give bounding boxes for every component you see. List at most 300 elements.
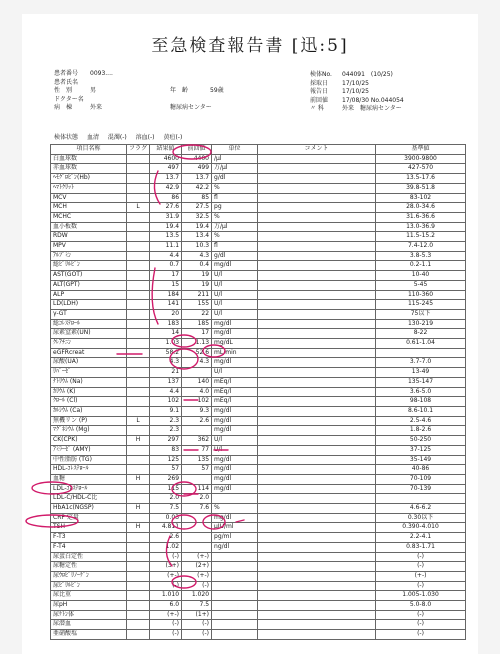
table-row	[51, 416, 466, 426]
comment	[258, 309, 376, 319]
table-row	[51, 455, 466, 465]
result-value: 0.7	[150, 261, 182, 271]
flag: L	[127, 416, 150, 426]
result-value: 4.811	[150, 523, 182, 533]
result-value: 137	[150, 377, 182, 387]
flag	[127, 494, 150, 504]
col-item: 項目名称	[51, 145, 127, 155]
table-row	[51, 261, 466, 271]
previous-value: 22	[182, 309, 212, 319]
unit: mg/dl	[212, 474, 258, 484]
previous-value: 9.3	[182, 406, 212, 416]
flag	[127, 368, 150, 378]
item-name: MPV	[51, 242, 127, 252]
comment	[258, 222, 376, 232]
specimen-status-label: 検体状態	[54, 134, 79, 141]
flag	[127, 542, 150, 552]
flag	[127, 319, 150, 329]
unit: mEq/l	[212, 397, 258, 407]
previous-value: 4400	[182, 154, 212, 164]
item-name: eGFRcreat	[51, 348, 127, 358]
result-value: 86	[150, 193, 182, 203]
flag	[127, 533, 150, 543]
previous-value: (-)	[182, 581, 212, 591]
previous-value: 211	[182, 290, 212, 300]
flag	[127, 193, 150, 203]
previous-value	[182, 533, 212, 543]
unit: U/l	[212, 309, 258, 319]
flag: H	[127, 523, 150, 533]
result-value: 269	[150, 474, 182, 484]
previous-value: 57	[182, 465, 212, 475]
previous-value	[182, 474, 212, 484]
comment	[258, 523, 376, 533]
comment	[258, 581, 376, 591]
specimen-info	[310, 71, 404, 114]
info-row	[310, 105, 404, 114]
table-row	[51, 484, 466, 494]
previous-value: 32.5	[182, 212, 212, 222]
table-row	[51, 222, 466, 232]
comment	[258, 406, 376, 416]
result-value: (+-)	[150, 571, 182, 581]
table-row	[51, 183, 466, 193]
table-row	[51, 436, 466, 446]
previous-value: 114	[182, 484, 212, 494]
previous-value: 140	[182, 377, 212, 387]
unit	[212, 610, 258, 620]
result-value: 4.4	[150, 251, 182, 261]
reference-range: 427-570	[376, 164, 466, 174]
unit: mg/dl	[212, 319, 258, 329]
item-name: 赤血球数	[51, 164, 127, 174]
report-date: 17/10/25	[342, 88, 369, 95]
patient-info	[54, 70, 224, 113]
item-name: 尿pH	[51, 601, 127, 611]
reference-range: 10-40	[376, 271, 466, 281]
previous-value: 52.6	[182, 348, 212, 358]
comment	[258, 465, 376, 475]
flag	[127, 426, 150, 436]
item-name: 尿糖定性	[51, 562, 127, 572]
unit: pg/ml	[212, 533, 258, 543]
result-value: 57	[150, 465, 182, 475]
reference-range: 130-219	[376, 319, 466, 329]
sex: 男	[90, 87, 97, 94]
flag	[127, 271, 150, 281]
comment	[258, 591, 376, 601]
table-row	[51, 504, 466, 514]
result-value: 58.2	[150, 348, 182, 358]
col-comment: コメント	[258, 145, 376, 155]
patient-id: 0093....	[90, 70, 113, 77]
item-name: ｱﾙﾌﾞﾐﾝ	[51, 251, 127, 261]
previous-value: 4.3	[182, 251, 212, 261]
reference-range: (+-)	[376, 571, 466, 581]
flag	[127, 465, 150, 475]
flag	[127, 358, 150, 368]
table-row	[51, 523, 466, 533]
table-row	[51, 174, 466, 184]
item-name: HbA1c(NGSP)	[51, 504, 127, 514]
previous-value: (2+)	[182, 562, 212, 572]
comment	[258, 387, 376, 397]
previous-value	[182, 513, 212, 523]
table-row	[51, 212, 466, 222]
comment	[258, 271, 376, 281]
table-row	[51, 290, 466, 300]
reference-range	[376, 494, 466, 504]
table-row	[51, 397, 466, 407]
unit: %	[212, 183, 258, 193]
unit: mg/dl	[212, 455, 258, 465]
result-value: 1.03	[150, 339, 182, 349]
previous-value: 19.4	[182, 222, 212, 232]
col-reference: 基準値	[376, 145, 466, 155]
reference-range: 2.2-4.1	[376, 533, 466, 543]
item-name: γ-GT	[51, 309, 127, 319]
item-name: AST(GOT)	[51, 271, 127, 281]
flag	[127, 455, 150, 465]
comment	[258, 377, 376, 387]
report-page	[22, 14, 478, 654]
result-value: 183	[150, 319, 182, 329]
comment	[258, 368, 376, 378]
comment	[258, 455, 376, 465]
unit	[212, 494, 258, 504]
flag	[127, 242, 150, 252]
table-row	[51, 348, 466, 358]
table-row	[51, 465, 466, 475]
table-row	[51, 445, 466, 455]
table-row	[51, 329, 466, 339]
reference-range: 39.8-51.8	[376, 183, 466, 193]
table-row	[51, 630, 466, 640]
reference-range: 1.8-2.6	[376, 426, 466, 436]
flag	[127, 397, 150, 407]
comment	[258, 280, 376, 290]
result-value: 184	[150, 290, 182, 300]
unit: U/l	[212, 290, 258, 300]
reference-range: 110-360	[376, 290, 466, 300]
patient-id-row	[54, 70, 224, 79]
result-value: 21	[150, 368, 182, 378]
table-row	[51, 358, 466, 368]
reference-range: 3.7-7.0	[376, 358, 466, 368]
comment	[258, 552, 376, 562]
previous-value: 499	[182, 164, 212, 174]
table-row	[51, 591, 466, 601]
reference-range: 37-125	[376, 445, 466, 455]
reference-range: (-)	[376, 581, 466, 591]
comment	[258, 571, 376, 581]
unit: U/l	[212, 300, 258, 310]
item-name: 白血球数	[51, 154, 127, 164]
result-value: 13.7	[150, 174, 182, 184]
label: ドクター名	[54, 95, 84, 103]
unit: mL/min	[212, 348, 258, 358]
result-value: 1.02	[150, 542, 182, 552]
item-name: F-T4	[51, 542, 127, 552]
unit	[212, 581, 258, 591]
item-name: RDW	[51, 232, 127, 242]
flag	[127, 174, 150, 184]
unit	[212, 601, 258, 611]
flag	[127, 339, 150, 349]
info-row	[310, 71, 404, 80]
unit: mg/dl	[212, 261, 258, 271]
result-value: 115	[150, 484, 182, 494]
reference-range: 0.2-1.1	[376, 261, 466, 271]
comment	[258, 601, 376, 611]
previous-value: 7.6	[182, 504, 212, 514]
reference-range: 0.30以下	[376, 513, 466, 523]
reference-range: 5.0-8.0	[376, 601, 466, 611]
result-value: 1.010	[150, 591, 182, 601]
table-row	[51, 387, 466, 397]
result-value: 13.5	[150, 232, 182, 242]
item-name: 尿蛋白定性	[51, 552, 127, 562]
flag: L	[127, 203, 150, 213]
info-row	[310, 97, 404, 106]
unit	[212, 571, 258, 581]
reference-range: (-)	[376, 610, 466, 620]
item-name: ﾍﾏﾄｸﾘｯﾄ	[51, 183, 127, 193]
flag	[127, 290, 150, 300]
unit: mg/dl	[212, 329, 258, 339]
comment	[258, 562, 376, 572]
flag	[127, 445, 150, 455]
comment	[258, 164, 376, 174]
table-row	[51, 581, 466, 591]
flag	[127, 348, 150, 358]
table-row	[51, 339, 466, 349]
previous-value	[182, 426, 212, 436]
flag	[127, 309, 150, 319]
comment	[258, 397, 376, 407]
result-value: 15	[150, 280, 182, 290]
flag	[127, 406, 150, 416]
patient-name-row	[54, 79, 224, 88]
comment	[258, 242, 376, 252]
reference-range: 0.61-1.04	[376, 339, 466, 349]
flag	[127, 571, 150, 581]
ward: 外来	[90, 104, 103, 111]
previous-value: 1.13	[182, 339, 212, 349]
result-value: (-)	[150, 581, 182, 591]
flag: H	[127, 436, 150, 446]
item-name: 尿潜血	[51, 620, 127, 630]
previous-value: 102	[182, 397, 212, 407]
flag	[127, 630, 150, 640]
reference-range: (-)	[376, 620, 466, 630]
result-value: (-)	[150, 620, 182, 630]
comment	[258, 300, 376, 310]
col-previous: 前回値	[182, 145, 212, 155]
result-value: 14	[150, 329, 182, 339]
specimen-status	[54, 132, 189, 141]
comment	[258, 436, 376, 446]
table-row	[51, 309, 466, 319]
previous-value: 7.5	[182, 601, 212, 611]
item-name: LD(LDH)	[51, 300, 127, 310]
reference-range: (-)	[376, 562, 466, 572]
comment	[258, 533, 376, 543]
result-value: 11.1	[150, 242, 182, 252]
comment	[258, 290, 376, 300]
table-row	[51, 368, 466, 378]
table-row	[51, 280, 466, 290]
reference-range: 50-250	[376, 436, 466, 446]
unit: fl	[212, 242, 258, 252]
reference-range: (-)	[376, 630, 466, 640]
flag	[127, 329, 150, 339]
item-name: ｸﾛｰﾙ (Cl)	[51, 397, 127, 407]
result-value: 31.9	[150, 212, 182, 222]
item-name: ﾘﾊﾟｰｾﾞ	[51, 368, 127, 378]
flag	[127, 251, 150, 261]
result-value: 125	[150, 455, 182, 465]
unit: U/l	[212, 368, 258, 378]
comment	[258, 610, 376, 620]
unit	[212, 552, 258, 562]
item-name: CRP 定量	[51, 513, 127, 523]
unit: mEq/l	[212, 387, 258, 397]
reference-range: 135-147	[376, 377, 466, 387]
comment	[258, 542, 376, 552]
table-row	[51, 562, 466, 572]
item-name: 尿酸(UA)	[51, 358, 127, 368]
previous-value: 0.4	[182, 261, 212, 271]
reference-range: 28.0-34.6	[376, 203, 466, 213]
previous-value: 185	[182, 319, 212, 329]
sex-age-row	[54, 87, 224, 96]
previous-value-ref: 17/08/30 No.044054	[342, 96, 404, 104]
reference-range: (-)	[376, 552, 466, 562]
previous-value: 4.3	[182, 358, 212, 368]
table-row	[51, 620, 466, 630]
unit: mg/dl	[212, 465, 258, 475]
label: 採取日	[310, 79, 329, 87]
unit: mg/dl	[212, 358, 258, 368]
comment	[258, 212, 376, 222]
reference-range: 3900-9800	[376, 154, 466, 164]
reference-range: 83-102	[376, 193, 466, 203]
unit: U/l	[212, 271, 258, 281]
unit: mg/dl	[212, 513, 258, 523]
result-value: 6.0	[150, 601, 182, 611]
col-result: 結果値	[150, 145, 182, 155]
flag	[127, 222, 150, 232]
report-title: 至急検査報告書 [迅:5]	[151, 36, 349, 56]
unit: 万/μl	[212, 164, 258, 174]
flag	[127, 581, 150, 591]
comment	[258, 445, 376, 455]
unit: U/l	[212, 436, 258, 446]
table-row	[51, 164, 466, 174]
previous-value: (+-)	[182, 552, 212, 562]
reference-range: 8-22	[376, 329, 466, 339]
unit	[212, 630, 258, 640]
flag	[127, 387, 150, 397]
comment	[258, 183, 376, 193]
reference-range: 0.390-4.010	[376, 523, 466, 533]
reference-range: 3.8-5.3	[376, 251, 466, 261]
unit: g/dl	[212, 174, 258, 184]
previous-value: 13.4	[182, 232, 212, 242]
table-row	[51, 494, 466, 504]
result-value: 2.0	[150, 494, 182, 504]
hemolysis: 溶血(-)	[135, 134, 155, 141]
result-value: 27.6	[150, 203, 182, 213]
item-name: ｶﾙｼｳﾑ (Ca)	[51, 406, 127, 416]
label: 性 別	[54, 87, 73, 94]
item-name: 無機リン (P)	[51, 416, 127, 426]
table-row	[51, 242, 466, 252]
previous-value: 19	[182, 271, 212, 281]
result-value: 2.3	[150, 426, 182, 436]
reference-range: 13.0-36.9	[376, 222, 466, 232]
previous-value: 2.0	[182, 494, 212, 504]
reference-range: 40-86	[376, 465, 466, 475]
table-row	[51, 601, 466, 611]
previous-value: 17	[182, 329, 212, 339]
unit: mg/dl	[212, 406, 258, 416]
result-value: 7.5	[150, 504, 182, 514]
previous-value: 77	[182, 445, 212, 455]
flag	[127, 183, 150, 193]
reference-range: 70-109	[376, 474, 466, 484]
item-name: CK(CPK)	[51, 436, 127, 446]
table-row	[51, 377, 466, 387]
unit: g/dl	[212, 251, 258, 261]
comment	[258, 620, 376, 630]
reference-range: 11.5-15.2	[376, 232, 466, 242]
previous-value: (-)	[182, 620, 212, 630]
unit	[212, 620, 258, 630]
item-name: ﾏｸﾞﾈｼｳﾑ (Mg)	[51, 426, 127, 436]
reference-range: 13-49	[376, 368, 466, 378]
result-value: 4.4	[150, 387, 182, 397]
unit: μIU/ml	[212, 523, 258, 533]
item-name: 総ｺﾚｽﾃﾛｰﾙ	[51, 319, 127, 329]
item-name: ﾍﾓｸﾞﾛﾋﾞﾝ(Hb)	[51, 174, 127, 184]
previous-value: 362	[182, 436, 212, 446]
age: 59歳	[210, 87, 224, 94]
reference-range: 1.005-1.030	[376, 591, 466, 601]
previous-value: (-)	[182, 630, 212, 640]
table-row	[51, 513, 466, 523]
comment	[258, 203, 376, 213]
comment	[258, 329, 376, 339]
flag	[127, 377, 150, 387]
unit: pg	[212, 203, 258, 213]
table-row	[51, 571, 466, 581]
flag	[127, 620, 150, 630]
label: 検体No.	[310, 71, 332, 78]
previous-value: 42.2	[182, 183, 212, 193]
label: 〃 科	[310, 105, 324, 112]
comment	[258, 426, 376, 436]
flag	[127, 212, 150, 222]
previous-value: 27.5	[182, 203, 212, 213]
item-name: ALT(GPT)	[51, 280, 127, 290]
flag	[127, 562, 150, 572]
table-row	[51, 552, 466, 562]
turbidity: 混濁(-)	[107, 134, 127, 141]
col-flag: フラグ	[127, 145, 150, 155]
item-name: LDL-ｺﾚｽﾃﾛｰﾙ	[51, 484, 127, 494]
